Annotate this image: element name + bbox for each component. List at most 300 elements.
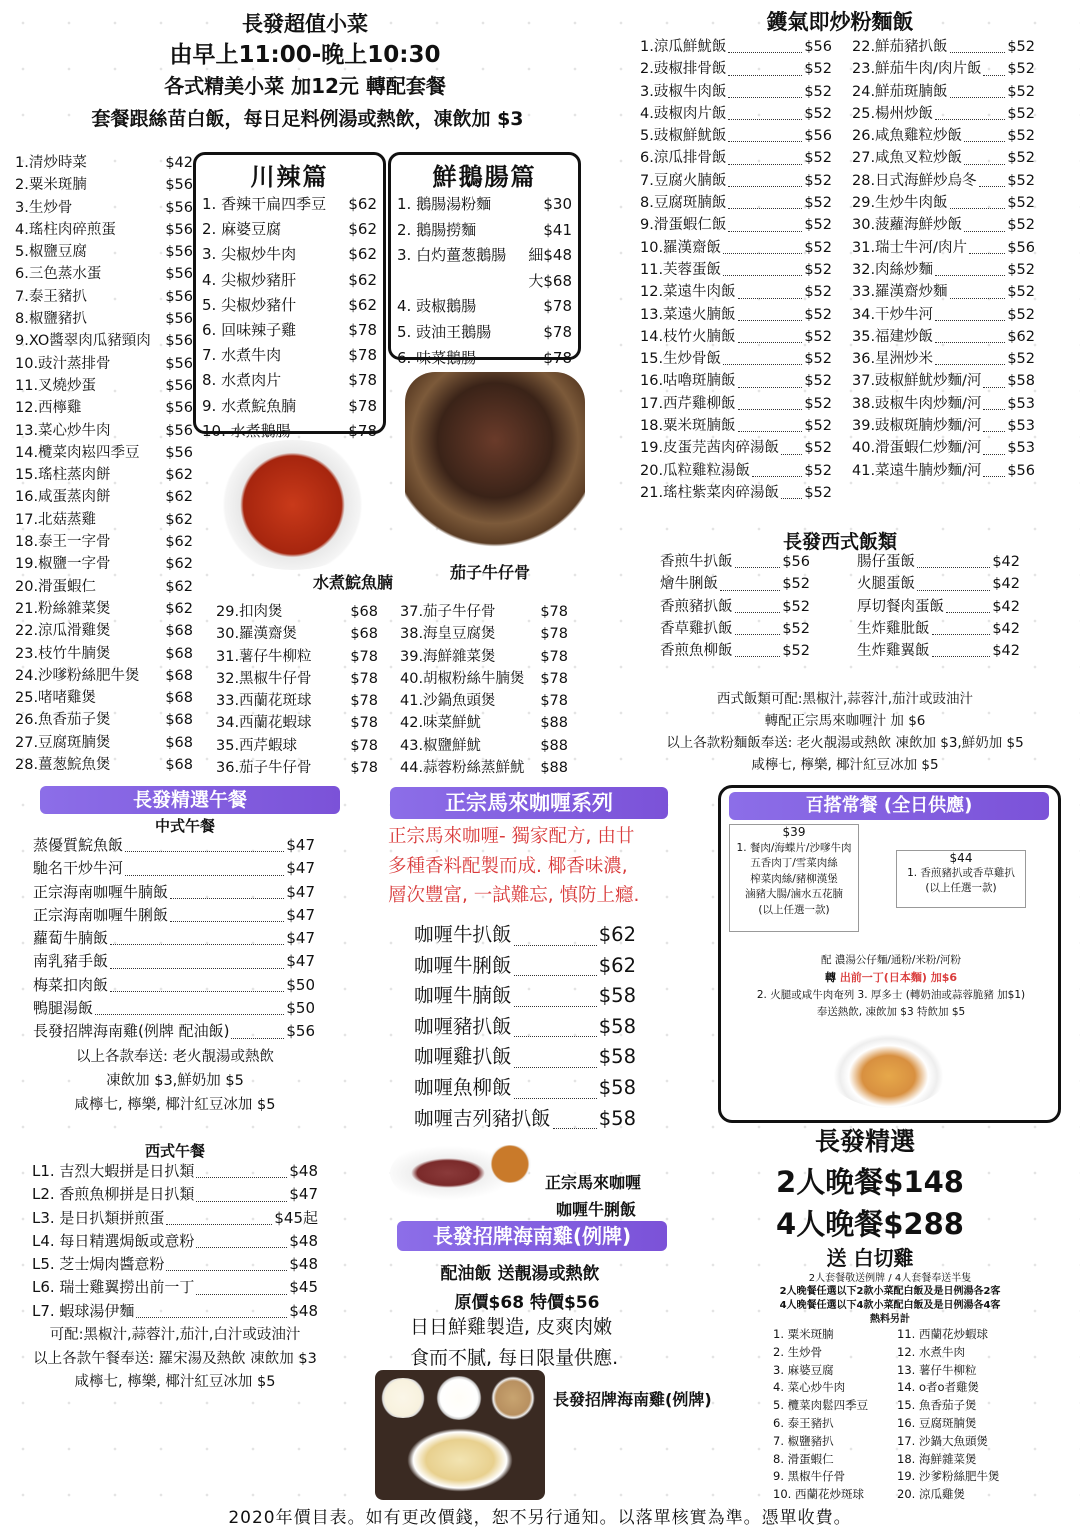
- wok-item: [640, 326, 832, 348]
- dish-item: [15, 509, 193, 531]
- eggplant-dish-label: 茄子牛仔骨: [450, 563, 531, 582]
- hainan-line1: 配油飯 送靚湯或熱飲: [440, 1264, 600, 1284]
- dinner-item: 8. 滑蛋蝦仁: [773, 1451, 834, 1466]
- set1-line: 五香肉丁/雪菜肉絲: [750, 857, 838, 869]
- dish-item: [400, 757, 568, 779]
- dinner-2-person: 2人晚餐$148: [776, 1165, 964, 1199]
- item-name: 8.豆腐斑腩飯: [640, 195, 727, 212]
- dish-item: [216, 646, 378, 668]
- dish-list-2: [216, 601, 378, 779]
- dot-leader: [935, 259, 1005, 276]
- item-name: 馳名干炒牛河: [33, 859, 124, 878]
- item-price: $62: [165, 467, 193, 484]
- allday-box: [718, 785, 1061, 1123]
- item-name: 23.枝竹牛腩煲: [15, 645, 111, 662]
- item-price: $56: [1007, 462, 1035, 479]
- item-price: $47: [286, 929, 315, 948]
- item-name: 27.豆腐斑腩煲: [15, 734, 111, 751]
- item-name: 37.豉椒鮮魷炒麵/河: [852, 373, 982, 390]
- item-name: 咖喱魚柳飯: [414, 1075, 512, 1099]
- item-name: 4. 尖椒炒豬肝: [202, 270, 297, 289]
- western-rice-title: 長發西式飯類: [782, 531, 897, 553]
- item-price: $68: [165, 734, 193, 751]
- item-price: $56: [286, 1022, 315, 1041]
- goose-item: [397, 294, 572, 320]
- dinner-item: 5. 欖菜肉鬆四季豆: [773, 1398, 869, 1413]
- dot-leader: [95, 997, 284, 1015]
- goose-item: [397, 243, 572, 269]
- item-name: 20.瓜粒雞粒湯飯: [640, 462, 751, 479]
- chinese-lunch-note: 咸檸七, 檸樂, 椰汁紅豆冰加 $5: [74, 1097, 276, 1113]
- dinner-item: 3. 麻婆豆腐: [773, 1362, 834, 1377]
- wok-item: [852, 281, 1035, 303]
- dinner-item: 14. o者o者雞煲: [897, 1380, 980, 1395]
- dot-leader: [514, 951, 597, 977]
- western-rice-item: [857, 640, 1020, 662]
- item-name: 22.涼瓜滑雞煲: [15, 623, 111, 640]
- item-price: $41: [543, 220, 572, 239]
- wok-item: [640, 81, 832, 103]
- wok-item: [852, 192, 1035, 214]
- item-name: 8. 水煮肉片: [202, 371, 282, 390]
- item-name: 44.蒜蓉粉絲蒸鮮魷: [400, 760, 525, 777]
- western-rice-item: [857, 596, 1020, 618]
- item-name: L2. 香煎魚柳拼是日扒類: [32, 1185, 195, 1204]
- curry-photo-label-2: 咖喱牛脷飯: [556, 1200, 637, 1219]
- dot-leader: [950, 281, 1006, 298]
- dish-item: [400, 690, 568, 712]
- item-price: $62: [165, 534, 193, 551]
- item-price: $52: [804, 484, 832, 501]
- item-name: 1.涼瓜鮮魷飯: [640, 39, 727, 55]
- hainan-line4: 食而不膩, 每日限量供應.: [410, 1347, 619, 1369]
- item-name: 9. 水煮鯇魚腩: [202, 396, 297, 415]
- western-rice-item: [857, 551, 1020, 573]
- item-price: $42: [992, 643, 1020, 660]
- wok-item: [640, 460, 832, 482]
- item-price: $88: [540, 715, 568, 732]
- item-price: $56: [165, 422, 193, 439]
- wok-item: [640, 237, 832, 259]
- item-price: $52: [1007, 128, 1035, 145]
- item-price: $52: [1007, 217, 1035, 234]
- item-price: $62: [1007, 328, 1035, 345]
- item-price: $52: [804, 83, 832, 100]
- dot-leader: [935, 326, 1005, 343]
- item-name: 2. 麻婆豆腐: [202, 220, 282, 239]
- item-price: $52: [804, 328, 832, 345]
- dot-leader: [917, 551, 990, 568]
- dish-item: [216, 690, 378, 712]
- goose-box: [388, 152, 581, 367]
- set1-line: 榨菜肉絲/豬柳漢堡: [750, 872, 838, 885]
- dot-leader: [950, 81, 1006, 98]
- item-price: $48: [289, 1301, 318, 1320]
- item-name: 35.福建炒飯: [852, 328, 934, 345]
- item-name: 32.黑椒牛仔骨: [216, 670, 312, 687]
- item-name: 28.薑葱鯇魚煲: [15, 757, 111, 774]
- hainan-line3: 日日鮮雞製造, 皮爽肉嫩: [410, 1316, 613, 1338]
- item-name: 鴨腿湯飯: [33, 999, 94, 1018]
- dinner-note-2: 2人晚餐任選以下2款小菜配白飯及是日例湯各2客: [779, 1286, 1001, 1297]
- item-name: 15.瑤柱蒸肉餅: [15, 467, 111, 484]
- item-price: $50: [286, 975, 315, 994]
- item-price: $42: [992, 620, 1020, 637]
- item-price: $56: [165, 177, 193, 194]
- item-price: $47: [286, 882, 315, 901]
- item-name: 生炸雞肶飯: [857, 620, 930, 637]
- dish-item: [15, 486, 193, 508]
- item-price: $52: [804, 105, 832, 122]
- western-lunch-note: 咸檸七, 檸樂, 椰汁紅豆冰加 $5: [74, 1374, 276, 1390]
- item-name: 12.菜遠牛肉飯: [640, 284, 736, 301]
- dot-leader: [735, 618, 781, 635]
- curry-item: [414, 1042, 636, 1073]
- item-price: $52: [804, 261, 832, 278]
- western-lunch-note: 可配:黑椒汁,蒜蓉汁,茄汁,白汁或豉油汁: [49, 1327, 301, 1343]
- western-rice-note: 轉配正宗馬來咖喱汁 加 $6: [764, 713, 926, 729]
- allday-note-2-upgrade: 出前一丁(日本麵) 加$6: [839, 971, 958, 984]
- item-name: 咖喱牛脷飯: [414, 953, 512, 977]
- dot-leader: [196, 1230, 287, 1248]
- item-name: 6. 回味辣子雞: [202, 321, 297, 340]
- item-price: $52: [782, 598, 810, 615]
- item-name: 39.豉椒斑腩炒麵/河: [852, 418, 982, 435]
- curry-item: [414, 1012, 636, 1043]
- hainan-photo-label: 長發招牌海南雞(例牌): [553, 1390, 712, 1409]
- item-name: L5. 芝士焗肉醬意粉: [32, 1255, 165, 1274]
- item-name: 24.鮮茄斑腩飯: [852, 83, 948, 100]
- item-name: 37.茄子牛仔骨: [400, 604, 496, 620]
- item-price: $56: [782, 554, 810, 570]
- item-price: $78: [350, 737, 378, 754]
- item-price: $56: [804, 39, 832, 55]
- dinner-item: 19. 沙爹粉絲肥牛煲: [897, 1469, 1000, 1484]
- item-name: 1. 鵝腸湯粉麵: [397, 195, 492, 213]
- western-rice-item: [660, 640, 810, 662]
- set1-line: (以上任選一款): [758, 903, 830, 916]
- western-lunch-item: [32, 1300, 318, 1323]
- dish-item: [15, 308, 193, 330]
- item-price: $56: [165, 377, 193, 394]
- item-price: $56: [165, 355, 193, 372]
- item-price: $52: [1007, 306, 1035, 323]
- item-price: $47: [289, 1185, 318, 1204]
- item-price: $62: [348, 220, 377, 239]
- lunch-banner: 長發精選午餐: [40, 786, 340, 814]
- dish-item: [15, 442, 193, 464]
- item-price: $62: [348, 295, 377, 314]
- item-name: 22.鮮茄豬扒飯: [852, 39, 948, 55]
- curry-list: [414, 920, 636, 1134]
- item-price: $58: [598, 984, 636, 1008]
- dinner-item: 2. 生炒骨: [773, 1344, 823, 1359]
- fish-dish-label: 水煮鯇魚腩: [313, 573, 394, 592]
- fish-dish-photo: [205, 440, 380, 570]
- item-name: 31.薯仔牛柳粒: [216, 648, 312, 665]
- item-price: $58: [598, 1045, 636, 1069]
- sichuan-box: [193, 152, 386, 440]
- item-name: 10. 水煮鵝腸: [202, 421, 291, 440]
- item-name: 長發招牌海南雞(例牌 配油飯): [33, 1022, 230, 1041]
- dish-item: [216, 668, 378, 690]
- item-price: $53: [1007, 395, 1035, 412]
- item-price: $68: [165, 623, 193, 640]
- dish-item: [15, 665, 193, 687]
- item-price: $52: [804, 351, 832, 368]
- item-name: 1. 香辣干扁四季豆: [202, 195, 327, 213]
- dot-leader: [950, 36, 1006, 53]
- western-lunch-notes: [15, 1324, 335, 1395]
- wok-list-right: [852, 36, 1035, 482]
- item-price: $56: [165, 333, 193, 350]
- dish-item: [15, 330, 193, 352]
- western-rice-item: [660, 551, 810, 573]
- item-price: $78: [350, 715, 378, 732]
- dish-item: [15, 353, 193, 375]
- western-rice-notes: [620, 688, 1070, 776]
- dinner-item: 1. 粟米斑腩: [773, 1327, 834, 1341]
- dot-leader: [720, 573, 780, 590]
- dot-leader: [723, 237, 802, 254]
- dish-item: [15, 464, 193, 486]
- dish-item: [216, 735, 378, 757]
- item-price: $52: [1007, 83, 1035, 100]
- sichuan-item: [202, 293, 377, 318]
- dot-leader: [738, 326, 803, 343]
- dot-leader: [983, 370, 1005, 387]
- item-price: $50: [286, 999, 315, 1018]
- dot-leader: [781, 482, 802, 499]
- dot-leader: [735, 640, 781, 657]
- item-price: $56: [165, 400, 193, 417]
- dot-leader: [935, 103, 1005, 120]
- hainan-banner: 長發招牌海南雞(例牌): [397, 1221, 667, 1251]
- set1-line: 1. 餐肉/海蝶片/沙嗲牛肉: [736, 841, 852, 854]
- dish-item: [15, 643, 193, 665]
- item-price: $78: [543, 348, 572, 367]
- item-name: 生炸雞翼飯: [857, 643, 930, 660]
- item-name: 41.菜遠牛腩炒麵/河: [852, 462, 982, 479]
- item-name: 3.豉椒牛肉飯: [640, 83, 727, 100]
- item-price: $78: [348, 371, 377, 390]
- item-price: $62: [165, 600, 193, 617]
- western-rice-note: 以上各款粉麵飯奉送: 老火靚湯或熱飲 凍飲加 $3,鮮奶加 $5: [666, 735, 1024, 751]
- item-price: $78: [540, 670, 568, 687]
- item-name: 咖喱吉列豬扒飯: [414, 1106, 551, 1130]
- western-lunch-item: [32, 1230, 318, 1253]
- item-name: 21.瑤柱紫菜肉碎湯飯: [640, 484, 780, 501]
- dot-leader: [964, 147, 1005, 164]
- dish-item: [216, 623, 378, 645]
- item-price: 細$48: [528, 246, 572, 265]
- wok-item: [852, 36, 1035, 58]
- hainan-price: 原價$68 特價$56: [454, 1293, 600, 1313]
- item-price: $78: [350, 648, 378, 665]
- item-price: $62: [165, 511, 193, 528]
- item-price: $52: [804, 395, 832, 412]
- wok-item: [640, 214, 832, 236]
- allday-note-2-prefix: 轉: [824, 971, 836, 984]
- dot-leader: [514, 920, 597, 946]
- dish-item: [15, 576, 193, 598]
- item-price: $52: [804, 284, 832, 301]
- item-name: 34.干炒牛河: [852, 306, 934, 323]
- item-name: 33.羅漢齋炒麵: [852, 284, 948, 301]
- dot-leader: [196, 1276, 287, 1294]
- dot-leader: [983, 58, 1005, 75]
- western-rice-note: 西式飯類可配:黑椒汁,蒜蓉汁,茄汁或豉油汁: [716, 691, 974, 707]
- wok-item: [640, 348, 832, 370]
- item-price: $56: [165, 221, 193, 238]
- item-price: $62: [165, 578, 193, 595]
- dish-item: [400, 735, 568, 757]
- item-name: 40.滑蛋蝦仁炒麵/河: [852, 440, 982, 457]
- item-price: $52: [782, 643, 810, 660]
- dot-leader: [935, 304, 1005, 321]
- sichuan-item: [202, 394, 377, 419]
- western-lunch-title: 西式午餐: [144, 1142, 205, 1160]
- item-name: 15.生炒骨飯: [640, 351, 722, 368]
- wok-item: [640, 437, 832, 459]
- item-price: $56: [165, 444, 193, 461]
- allday-set-2: [896, 850, 1026, 908]
- item-name: 2.豉椒排骨飯: [640, 61, 727, 78]
- dinner-item: 17. 沙鍋大魚頭煲: [897, 1433, 988, 1448]
- item-name: L1. 吉烈大蝦拼是日扒類: [32, 1162, 195, 1180]
- dot-leader: [728, 170, 802, 187]
- wok-item: [852, 237, 1035, 259]
- item-price: $56: [165, 311, 193, 328]
- dish-item: [15, 598, 193, 620]
- dish-item: [216, 601, 378, 623]
- allday-note-1: 配 濃湯公仔麵/通粉/米粉/河粉: [821, 954, 961, 966]
- dot-leader: [170, 904, 284, 922]
- dot-leader: [170, 881, 284, 899]
- dish-item: [216, 712, 378, 734]
- item-name: 2. 鵝腸撈麵: [397, 220, 477, 239]
- item-name: 咖喱雞扒飯: [414, 1045, 512, 1069]
- dish-item: [15, 219, 193, 241]
- set2-line: (以上任選一款): [925, 882, 997, 894]
- item-price: $56: [165, 266, 193, 283]
- item-name: 27.咸魚叉粒炒飯: [852, 150, 963, 167]
- dot-leader: [514, 1012, 597, 1038]
- item-price: $62: [348, 270, 377, 289]
- sichuan-item: [202, 268, 377, 293]
- chinese-lunch-list: [33, 834, 315, 1044]
- chinese-lunch-item: [33, 857, 315, 880]
- item-price: $52: [804, 195, 832, 212]
- item-price: $56: [1007, 239, 1035, 256]
- item-price: $52: [804, 418, 832, 435]
- item-name: 26.咸魚雞粒炒飯: [852, 128, 963, 145]
- set-meal-note: 套餐跟絲苗白飯，每日足料例湯或熱飲，凍飲加 $3: [91, 108, 524, 130]
- dot-leader: [723, 259, 802, 276]
- item-name: 14.欖菜肉崧四季豆: [15, 444, 140, 461]
- wok-item: [640, 304, 832, 326]
- dish-item: [15, 375, 193, 397]
- curry-item: [414, 1104, 636, 1135]
- western-rice-item: [857, 618, 1020, 640]
- dinner-list-left: [773, 1326, 893, 1504]
- dish-item: [15, 754, 193, 776]
- item-name: 23.鮮茄牛肉/肉片飯: [852, 61, 982, 78]
- item-name: 7.豆腐火腩飯: [640, 172, 727, 189]
- dish-item: [15, 241, 193, 263]
- dot-leader: [738, 415, 803, 432]
- item-name: 31.瑞士牛河/肉片: [852, 239, 967, 256]
- chinese-lunch-item: [33, 974, 315, 997]
- wok-item: [852, 125, 1035, 147]
- wok-item: [852, 370, 1035, 392]
- item-price: $52: [804, 150, 832, 167]
- wok-item: [640, 281, 832, 303]
- dot-leader: [738, 281, 803, 298]
- western-rice-item: [660, 573, 810, 595]
- dot-leader: [738, 393, 803, 410]
- curry-desc-line: 正宗馬來咖喱- 獨家配方, 由廿: [388, 826, 635, 847]
- item-name: 南乳豬手飯: [33, 952, 109, 971]
- dish-list-3: [400, 601, 568, 779]
- dish-item: [15, 709, 193, 731]
- opening-hours: 由早上11:00-晚上10:30: [169, 42, 441, 68]
- item-name: 3. 尖椒炒牛肉: [202, 245, 297, 264]
- item-price: $52: [1007, 150, 1035, 167]
- item-name: 17.西芹雞柳飯: [640, 395, 736, 412]
- item-name: 16.咕嚕斑腩飯: [640, 373, 736, 390]
- dot-leader: [231, 1020, 284, 1038]
- item-price: $78: [543, 322, 572, 341]
- western-lunch-item: [32, 1276, 318, 1299]
- item-price: $58: [598, 1014, 636, 1038]
- item-price: $52: [804, 462, 832, 479]
- item-price: $53: [1007, 418, 1035, 435]
- wok-item: [640, 393, 832, 415]
- item-name: 腸仔蛋飯: [857, 554, 915, 570]
- item-name: 6. 味菜鵝腸: [397, 348, 477, 367]
- dot-leader: [166, 1253, 287, 1271]
- chinese-lunch-item: [33, 904, 315, 927]
- curry-photo-label-1: 正宗馬來咖喱: [545, 1173, 642, 1192]
- item-price: $52: [1007, 61, 1035, 78]
- soup-bowl: [377, 1378, 429, 1418]
- dinner-item: 10. 西蘭花炒斑球: [773, 1487, 864, 1502]
- dot-leader: [932, 618, 991, 635]
- dish-item: [15, 531, 193, 553]
- dot-leader: [932, 640, 991, 657]
- western-lunch-list: [32, 1160, 318, 1323]
- dot-leader: [917, 573, 990, 590]
- dot-leader: [110, 974, 284, 992]
- dot-leader: [728, 58, 802, 75]
- dot-leader: [738, 370, 803, 387]
- goose-item: [397, 269, 572, 295]
- western-rice-right: [857, 551, 1020, 662]
- dinner-note-3: 4人晚餐任選以下4款小菜配白飯及是日例湯各4客: [779, 1300, 1001, 1311]
- item-name: 13.菜心炒牛肉: [15, 422, 111, 439]
- item-price: $56: [165, 199, 193, 216]
- dot-leader: [196, 1183, 287, 1201]
- item-name: 1.清炒時菜: [15, 155, 87, 171]
- item-name: 香草雞扒飯: [660, 620, 733, 637]
- item-price: $52: [1007, 351, 1035, 368]
- item-name: 19.皮蛋芫茜肉碎湯飯: [640, 440, 780, 457]
- item-price: $78: [348, 421, 377, 440]
- item-price: $62: [348, 245, 377, 264]
- item-price: $30: [543, 195, 572, 213]
- item-name: 43.椒鹽鮮魷: [400, 737, 482, 754]
